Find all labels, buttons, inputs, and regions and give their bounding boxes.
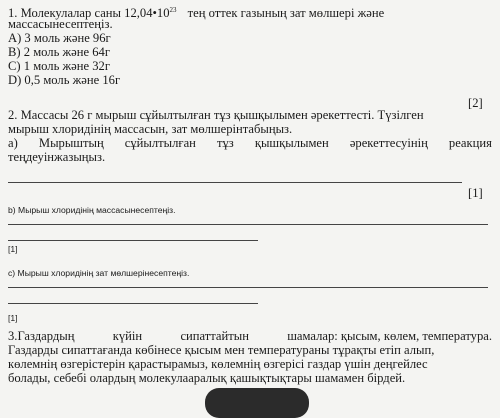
- q2-a-word: реакция: [448, 136, 492, 150]
- q3-line2: Газдарды сипаттағанда көбінесе қысым мен температураны тұрақты етіп алып,: [8, 343, 435, 357]
- q3-line4: болады, себебі олардың молекулааралық қашықтықтары шамамен бірдей.: [8, 371, 406, 385]
- answer-line: [8, 224, 488, 225]
- answer-line: [8, 287, 488, 288]
- q1-option-d: D) 0,5 моль және 16г: [8, 73, 121, 87]
- q1-line2: массасынесептеңіз.: [8, 17, 113, 31]
- q1-exponent: 23: [169, 6, 177, 14]
- q1-line1-suffix: тең оттек газының зат мөлшері және: [187, 6, 385, 21]
- q3-word: 3.Газдардың: [8, 329, 75, 343]
- answer-line: [8, 303, 258, 304]
- q2-a-line1: [8, 137, 492, 150]
- q3-line1: [8, 330, 492, 343]
- q1-mark: [2]: [468, 96, 483, 110]
- q3-word: сипаттайтын: [180, 329, 249, 343]
- q2-a-mark: [1]: [468, 186, 483, 200]
- q2-b-mark: [1]: [8, 244, 18, 254]
- q2-a-word: қышқылымен: [254, 136, 329, 150]
- q2-c-text: c) Мырыш хлоридінің зат мөлшерінесептеңіз.: [8, 268, 190, 278]
- q3-line3: көлемнің өзгерістерін қарастырамыз, көлемнің өзгерісі газдар үшін деңгейлес: [8, 357, 428, 371]
- answer-line: [8, 182, 462, 183]
- q2-line2: мырыш хлоридінің массасын, зат мөлшерінтабыңыз.: [8, 122, 293, 136]
- q1-option-b: B) 2 моль және 64г: [8, 45, 110, 59]
- q2-a-word: тұз: [216, 136, 234, 150]
- q2-a-word: әрекеттесуінің: [349, 136, 428, 150]
- q3-word: шамалар: қысым, көлем, температура.: [287, 329, 492, 343]
- q2-a-line2: теңдеуінжазыңыз.: [8, 150, 106, 164]
- q2-c-mark: [1]: [8, 313, 18, 323]
- q2-a-word: а): [8, 136, 18, 150]
- q2-b-text: b) Мырыш хлоридінің массасынесептеңіз.: [8, 205, 176, 215]
- q1-option-c: C) 1 моль және 32г: [8, 59, 110, 73]
- q2-a-word: сұйылтылған: [124, 136, 196, 150]
- q2-a-word: Мырыштың: [38, 136, 104, 150]
- q3-word: күйін: [112, 329, 143, 343]
- answer-line: [8, 240, 258, 241]
- q1-line1-text: 1. Молекулалар саны 12,04•10: [8, 6, 170, 21]
- q1-option-a: A) 3 моль және 96г: [8, 31, 111, 45]
- overlay-element: [205, 388, 309, 418]
- q2-line1: 2. Массасы 26 г мырыш сұйылтылған тұз қышқылымен әрекеттесті. Түзілген: [8, 108, 424, 122]
